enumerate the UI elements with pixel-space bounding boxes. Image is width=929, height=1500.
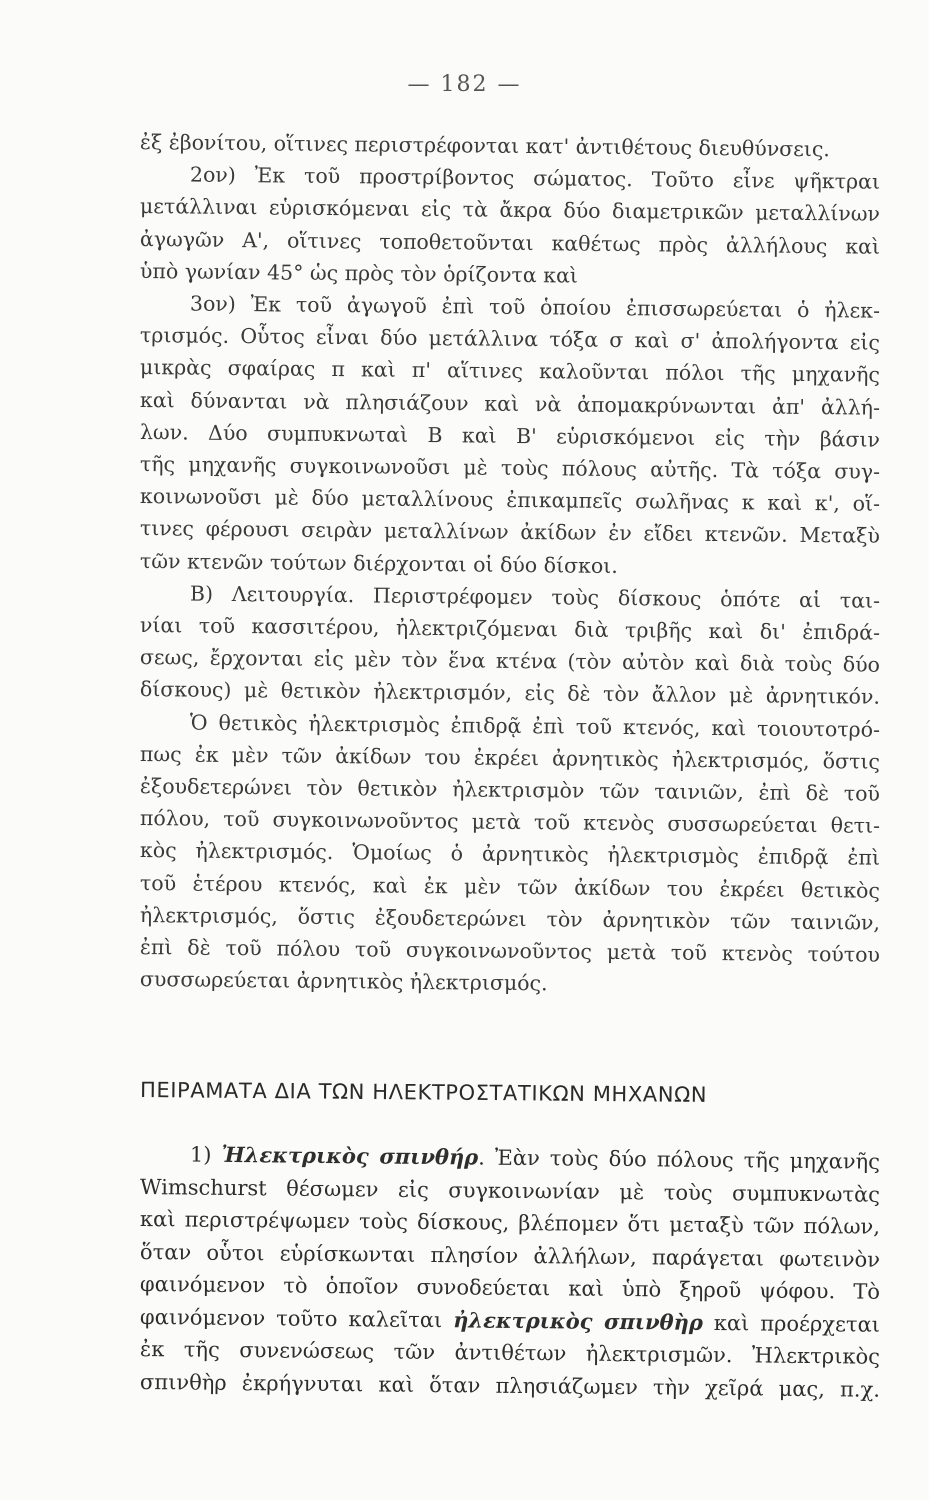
text-line: ἀγωγῶν Α', οἵτινες τοποθετοῦνται καθέτως πρὸς ἀλλήλους καὶ xyxy=(139,226,881,259)
text-line: καὶ δύνανται νὰ πλησιάζουν καὶ νὰ ἀπομακρύνωνται ἀπ' ἀλλή- xyxy=(139,387,881,420)
text-line: τοῦ ἑτέρου κτενός, καὶ ἐκ μὲν τῶν ἀκίδων του ἐκρέει θετικὸς xyxy=(139,870,881,903)
text-line: καὶ περιστρέψωμεν τοὺς δίσκους, βλέπομεν ὅτι μεταξὺ τῶν πόλων, xyxy=(139,1207,881,1239)
term-electric-spark: Ἠλεκτρικὸς σπινθήρ xyxy=(221,1141,479,1170)
text-line: δίσκους) μὲ θετικὸν ἠλεκτρισμόν, εἰς δὲ τὸν ἄλλον μὲ ἀρνητικόν. xyxy=(139,677,881,710)
item-number: 1) xyxy=(189,1142,212,1167)
text-line: ὑπὸ γωνίαν 45° ὡς πρὸς τὸν ὁρίζοντα καὶ xyxy=(139,258,579,288)
text-line: Ὁ θετικὸς ἠλεκτρισμὸς ἐπιδρᾷ ἐπὶ τοῦ κτενός, καὶ τοιουτοτρό- xyxy=(189,710,881,742)
text-line: ὅταν οὗτοι εὑρίσκωνται πλησίον ἀλλήλων, παράγεται φωτεινὸν xyxy=(139,1239,881,1272)
text-line: πόλου, τοῦ συγκοινωνοῦντος μετὰ τοῦ κτενὸς συσσωρεύεται θετι- xyxy=(139,806,881,839)
text-line: τῶν κτενῶν τούτων διέρχονται οἱ δύο δίσκοι. xyxy=(139,548,618,578)
text-line: μικρὰς σφαίρας π καὶ π' αἵτινες καλοῦνται πόλοι τῆς μηχανῆς xyxy=(139,355,881,388)
text-line: 2ον) Ἐκ τοῦ προστρίβοντος σώματος. Τοῦτο εἶνε ψῆκτραι xyxy=(189,162,881,194)
text-line: τινες φέρουσι σειρὰν μεταλλίνων ἀκίδων ἐν εἴδει κτενῶν. Μεταξὺ xyxy=(139,516,881,549)
text-line: Wimschurst θέσωμεν εἰς συγκοινωνίαν μὲ τοὺς συμπυκνωτὰς xyxy=(139,1174,881,1207)
body-text-upper xyxy=(140,126,880,995)
text-fragment: καὶ προέρχεται xyxy=(702,1310,881,1337)
text-fragment: . Ἐὰν τοὺς δύο πόλους τῆς μηχανῆς xyxy=(478,1145,881,1174)
text-fragment: φαινόμενον τοῦτο καλεῖται xyxy=(139,1304,454,1332)
section-heading: ΠΕΙΡΑΜΑΤΑ ΔΙΑ ΤΩΝ ΗΛΕΚΤΡΟΣΤΑΤΙΚΩΝ ΜΗΧΑΝΩΝ xyxy=(139,1078,708,1107)
text-line: φαινόμενον τὸ ὁποῖον συνοδεύεται καὶ ὑπὸ ξηροῦ ψόφου. Τὸ xyxy=(139,1272,881,1304)
text-line: μετάλλιναι εὑρισκόμεναι εἰς τὰ ἄκρα δύο διαμετρικῶν μεταλλίνων xyxy=(139,194,881,227)
text-line: ἠλεκτρισμός, ὅστις ἐξουδετερώνει τὸν ἀρνητικὸν τῶν ταινιῶν, xyxy=(139,902,881,935)
text-line: Β) Λειτουργία. Περιστρέφομεν τοὺς δίσκους ὁπότε αἱ ται- xyxy=(189,581,881,613)
text-line: λων. Δύο συμπυκνωταὶ Β καὶ Β' εὑρισκόμενοι εἰς τὴν βάσιν xyxy=(139,419,881,452)
text-line: σεως, ἔρχονται εἰς μὲν τὸν ἕνα κτένα (τὸν αὐτὸν καὶ διὰ τοὺς δύο xyxy=(139,645,881,677)
text-line: νίαι τοῦ κασσιτέρου, ἠλεκτριζόμεναι διὰ τριβῆς καὶ δι' ἐπιδρά- xyxy=(139,613,881,645)
text-line: 3ον) Ἐκ τοῦ ἀγωγοῦ ἐπὶ τοῦ ὁποίου ἐπισσωρεύεται ὁ ἠλεκ- xyxy=(189,291,881,323)
text-line: τρισμός. Οὗτος εἶναι δύο μετάλλινα τόξα σ καὶ σ' ἀπολήγοντα εἰς xyxy=(139,323,881,355)
text-line: ἐκ τῆς συνενώσεως τῶν ἀντιθέτων ἠλεκτρισμῶν. Ἠλεκτρικὸς xyxy=(139,1337,881,1369)
text-line: σπινθὴρ ἐκρήγνυται καὶ ὅταν πλησιάζωμεν τὴν χεῖρά μας, π.χ. xyxy=(139,1369,881,1402)
text-line: πως ἐκ μὲν τῶν ἀκίδων του ἐκρέει ἀρνητικὸς ἠλεκτρισμός, ὅστις xyxy=(139,741,881,774)
text-line: τῆς μηχανῆς συγκοινωνοῦσι μὲ τοὺς πόλους αὐτῆς. Τὰ τόξα συγ- xyxy=(139,452,881,484)
text-line: ἐξουδετερώνει τὸν θετικὸν ἠλεκτρισμὸν τῶν ταινιῶν, ἐπὶ δὲ τοῦ xyxy=(139,774,881,806)
text-line: συσσωρεύεται ἀρνητικὸς ἠλεκτρισμός. xyxy=(139,967,548,996)
body-text-lower xyxy=(139,1138,881,1402)
text-line: κὸς ἠλεκτρισμός. Ὁμοίως ὁ ἀρνητικὸς ἠλεκτρισμὸς ἐπιδρᾷ ἐπὶ xyxy=(139,838,881,871)
text-line: κοινωνοῦσι μὲ δύο μεταλλίνους ἐπικαμπεῖς σωλῆνας κ καὶ κ', οἵ- xyxy=(139,484,881,516)
term-electric-spark-inline: ἠλεκτρικὸς σπινθὴρ xyxy=(453,1306,703,1335)
page-number: — 182 — xyxy=(407,72,522,97)
text-line: ἐπὶ δὲ τοῦ πόλου τοῦ συγκοινωνοῦντος μετὰ τοῦ κτενὸς τούτου xyxy=(139,935,881,967)
text-line: ἐξ ἐβονίτου, οἵτινες περιστρέφονται κατ' ἀντιθέτους διευθύνσεις. xyxy=(139,130,831,162)
